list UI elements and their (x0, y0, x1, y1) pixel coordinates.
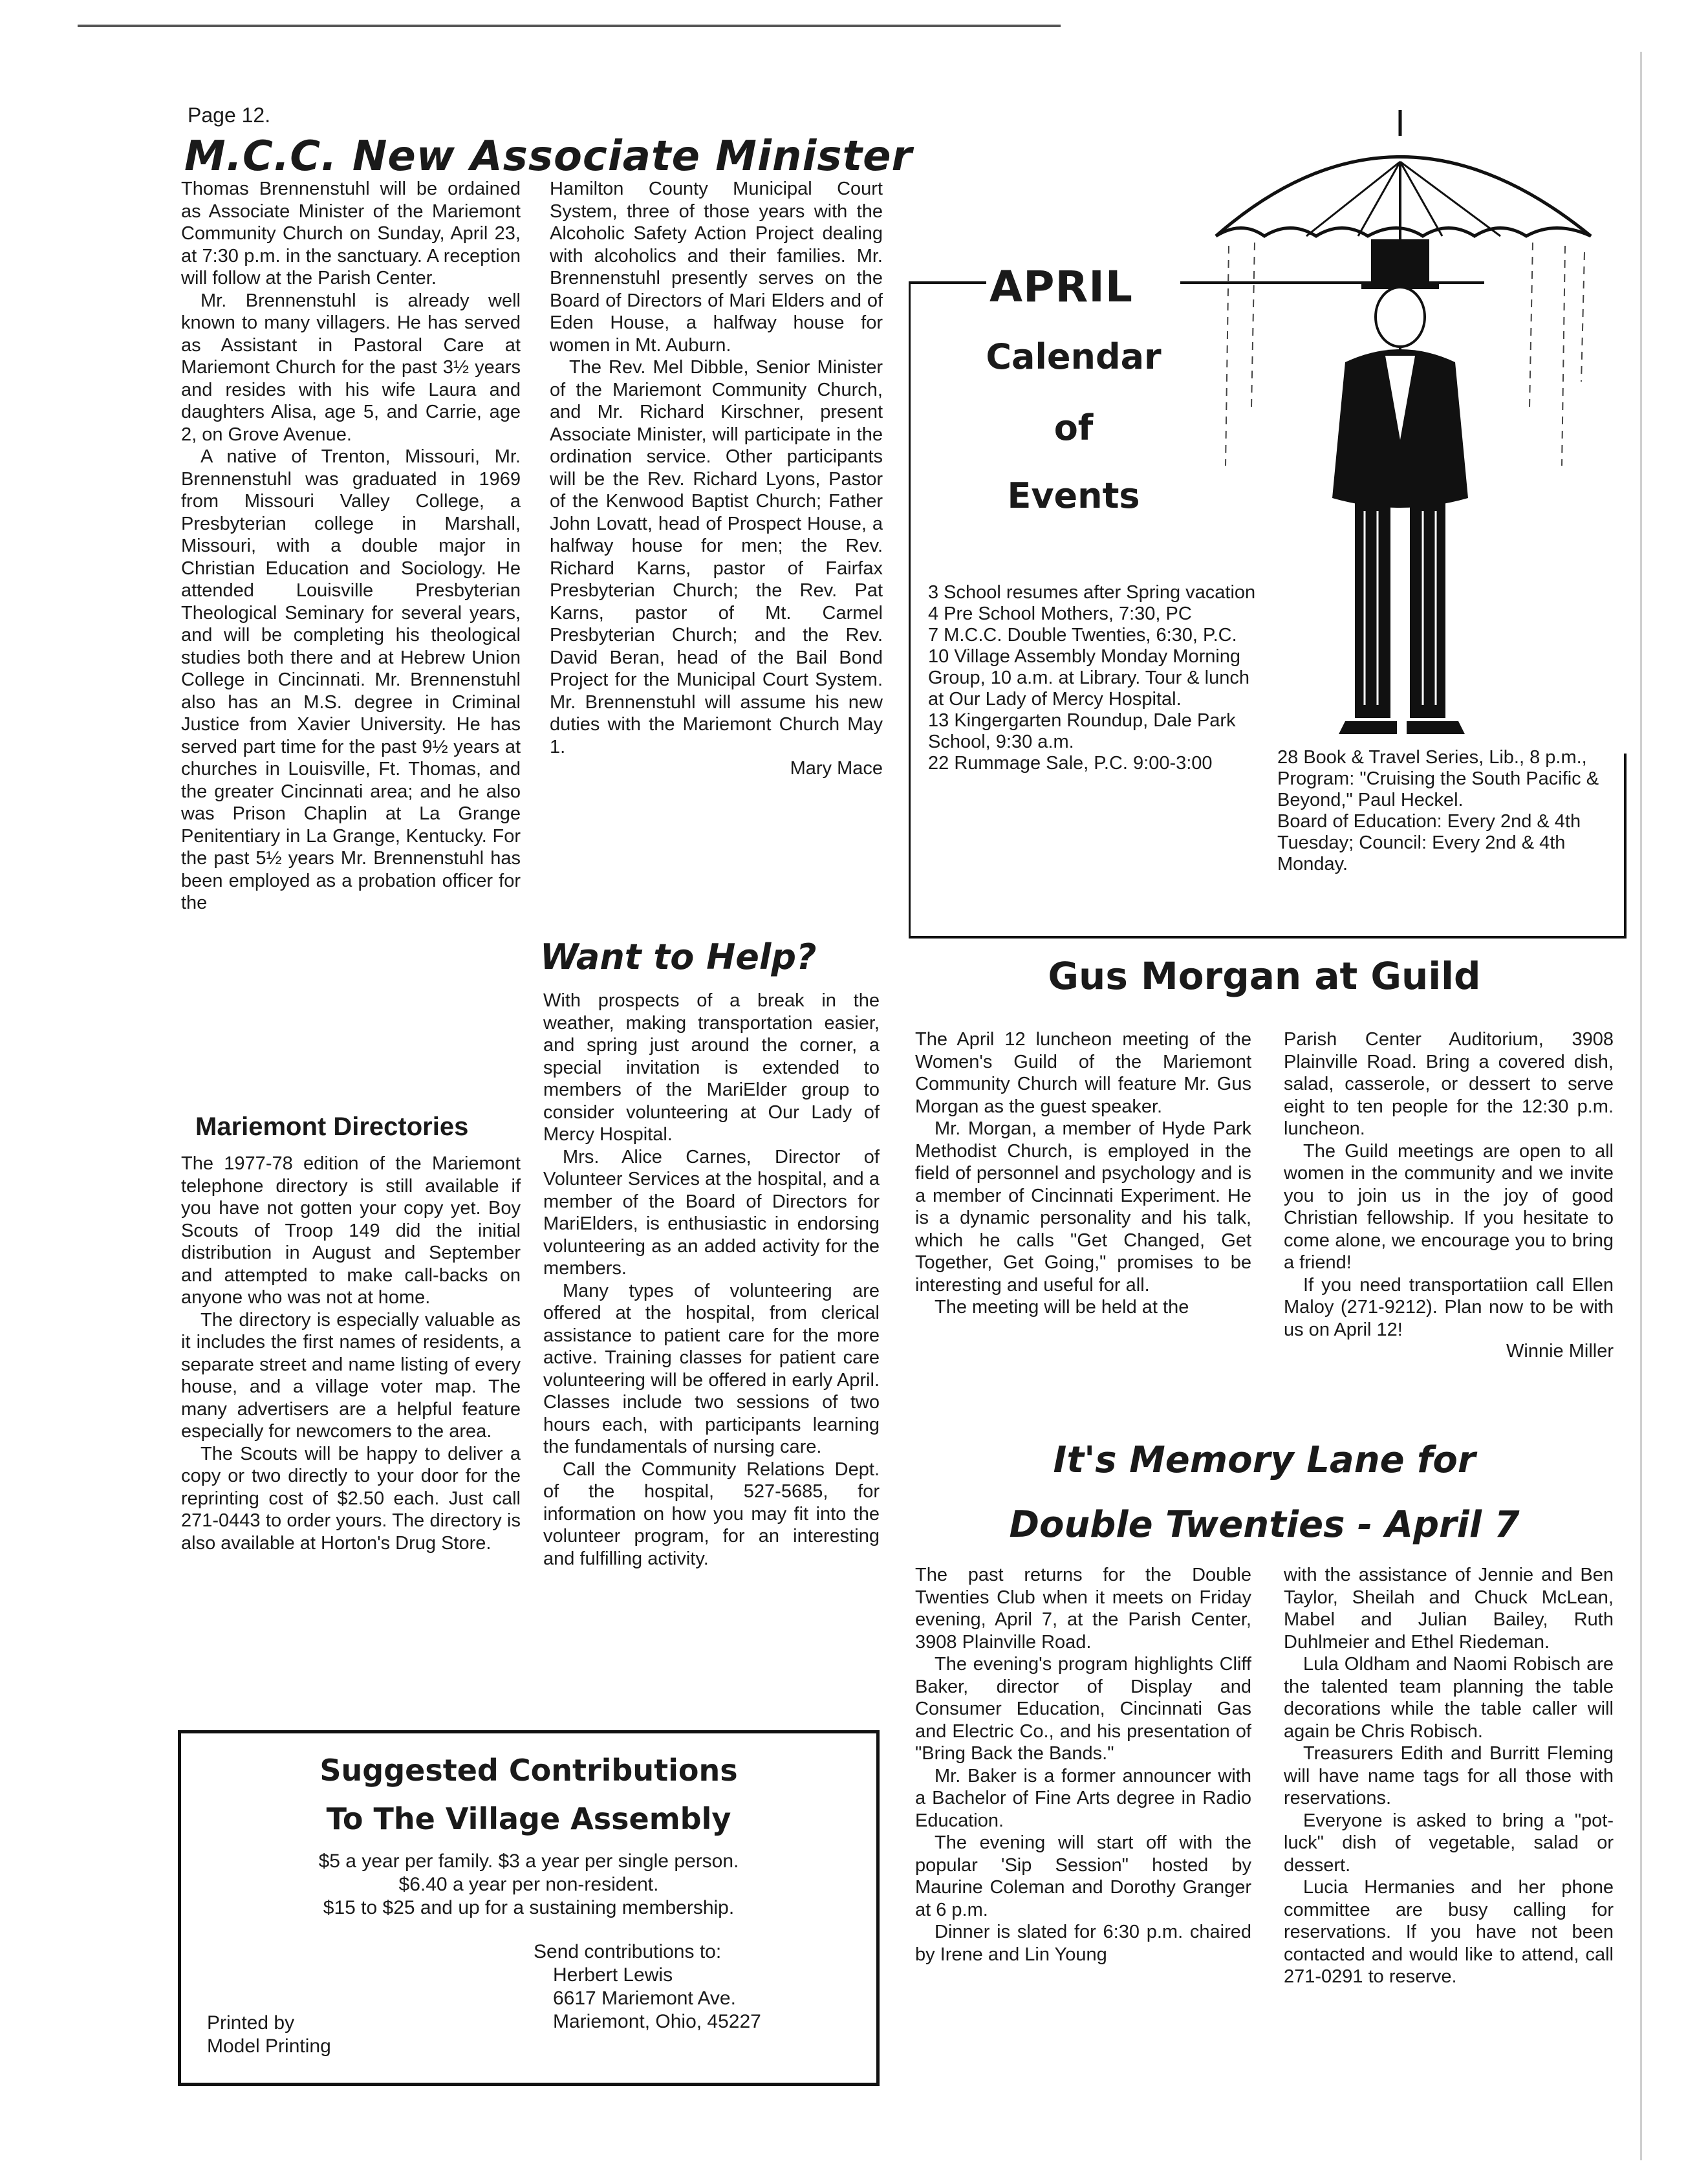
directories-headline: Mariemont Directories (195, 1112, 469, 1141)
printer-name: Model Printing (207, 2035, 331, 2057)
calendar-frame-top-left (909, 281, 986, 284)
calendar-list-left (928, 582, 1268, 774)
contributions-address-line: Herbert Lewis (553, 1964, 673, 1986)
want-to-help-paragraph: Mrs. Alice Carnes, Director of Volunteer Services at the hospital, and a member of the Board of Directors for MariElders, is enthusiastic in endorsing volunteering as an added activity for the members. (543, 1146, 880, 1279)
memory-paragraph: Mr. Baker is a former announcer with a Bachelor of Fine Arts degree in Radio Education. (915, 1765, 1251, 1831)
memory-paragraph: with the assistance of Jennie and Ben Taylor, Sheilah and Chuck McLean, Mabel and Julian Bailey, Ruth Duhlmeier and Ethel Riedeman. (1284, 1565, 1614, 1653)
calendar-item: Board of Education: Every 2nd & 4th Tuesday; Council: Every 2nd & 4th Monday. (1277, 811, 1581, 874)
printed-by-block (207, 2012, 331, 2058)
memory-paragraph: Treasurers Edith and Burritt Fleming will have name tags for all those with reservations. (1284, 1743, 1614, 1808)
minister-column-2 (550, 178, 883, 779)
contributions-rate-line: $6.40 a year per non-resident. (398, 1874, 659, 1895)
minister-paragraph: Hamilton County Municipal Court System, three of those years with the Alcoholic Safety Action Project dealing with alcoholics and their families. Mr. Brennenstuhl presently serves on the Board of Directors of Mari Elders and of Eden House, a halfway house for women in Mt. Auburn. (550, 179, 883, 356)
directories-paragraph: The 1977-78 edition of the Mariemont telephone directory is still available if you have not gotten your copy yet. Boy Scouts of Troop 149 did the initial distribution in August and September and attempted to make call-backs on anyone who was not at home. (181, 1153, 521, 1308)
contributions-box (178, 1730, 880, 2086)
guild-column-2 (1284, 1028, 1614, 1362)
calendar-title-line: Events (1007, 475, 1140, 516)
contributions-rate-line: $15 to $25 and up for a sustaining membership. (323, 1897, 735, 1918)
contributions-address-line: Mariemont, Ohio, 45227 (553, 2011, 761, 2032)
minister-paragraph: Mr. Brennenstuhl is already well known to many villagers. He has served as Assistant in Pastoral Care at Mariemont Church for the past 3½ years and resides with his wife Laura and daughters Alisa, age 5, and Carrie, age 2, on Grove Avenue. (181, 290, 521, 445)
page-fold-edge (1640, 52, 1642, 2160)
calendar-month: APRIL (989, 262, 1133, 312)
memory-paragraph: The evening will start off with the popular 'Sip Session" hosted by Maurine Coleman and Dorothy Granger at 6 p.m. (915, 1832, 1251, 1920)
directories-body (181, 1153, 521, 1554)
memory-paragraph: Lula Oldham and Naomi Robisch are the talented team planning the table decorations while the table caller will again be Chris Robisch. (1284, 1654, 1614, 1742)
calendar-box (909, 262, 1627, 938)
contributions-send-label: Send contributions to: (534, 1941, 722, 1962)
memory-lane-headline-line-2: Double Twenties - April 7 (1009, 1504, 1520, 1546)
guild-author: Winnie Miller (1506, 1341, 1614, 1362)
guild-paragraph: The April 12 luncheon meeting of the Women's Guild of the Mariemont Community Church will feature Mr. Gus Morgan as the guest speaker. (915, 1029, 1251, 1117)
memory-column-1 (915, 1564, 1251, 1966)
contributions-title-line-2: To The Village Assembly (326, 1801, 731, 1836)
calendar-item: 7 M.C.C. Double Twenties, 6:30, P.C. (928, 625, 1237, 646)
calendar-title-line: of (1054, 407, 1094, 448)
calendar-item: 28 Book & Travel Series, Lib., 8 p.m., Program: "Cruising the South Pacific & Beyond," Paul Heckel. (1277, 747, 1599, 810)
calendar-item: 22 Rummage Sale, P.C. 9:00-3:00 (928, 753, 1213, 774)
memory-lane-headline-line-1: It's Memory Lane for (1053, 1439, 1476, 1481)
guild-headline: Gus Morgan at Guild (1048, 954, 1481, 998)
guild-paragraph: Mr. Morgan, a member of Hyde Park Methodist Church, is employed in the field of personnel and psychology and is a member of Cincinnati Experiment. He is a dynamic personality and his talk, which he calls "Get Changed, Get Together, Get Going," promises to be interesting and useful for all. (915, 1118, 1251, 1296)
contributions-rates (181, 1850, 876, 1920)
memory-paragraph: Everyone is asked to bring a "pot-luck" dish of vegetable, salad or dessert. (1284, 1810, 1614, 1876)
guild-paragraph: The Guild meetings are open to all women in the community and we invite you to join us in the joy of good Christian fellowship. If you hesitate to come alone, we encourage you to bring a friend! (1284, 1140, 1614, 1273)
want-to-help-paragraph: Many types of volunteering are offered at the hospital, from clerical assistance to patient care for the more active. Training classes for patient care volunteering will be offered in early April. Classes include two sessions of two hours each, with participants learning the fundamentals of nursing care. (543, 1280, 880, 1457)
memory-paragraph: The evening's program highlights Cliff Baker, director of Display and Consumer Education, Cincinnati Gas and Electric Co., and his presentation of "Bring Back the Bands." (915, 1654, 1251, 1764)
want-to-help-paragraph: Call the Community Relations Dept. of the hospital, 527-5685, for information on how you may fit into the volunteer program, for an interesting and fulfilling activity. (543, 1459, 880, 1569)
guild-paragraph: If you need transportatiion call Ellen Maloy (271-9212). Plan now to be with us on April 12! (1284, 1274, 1614, 1340)
calendar-item: 4 Pre School Mothers, 7:30, PC (928, 603, 1192, 624)
top-rule (78, 25, 1061, 27)
calendar-frame-bottom (909, 936, 1627, 939)
minister-paragraph: The Rev. Mel Dibble, Senior Minister of the Mariemont Community Church, and Mr. Richard Kirschner, present Associate Minister, will participate in the ordination service. Other participants will be the Rev. Richard Lyons, Pastor of the Kenwood Baptist Church; Father John Lovatt, head of Prospect House, a halfway house for men; the Rev. Richard Karns, pastor of Fairfax Presbyterian Church; the Rev. Pat Karns, pastor of Mt. Carmel Presbyterian Church; and the Rev. David Beran, head of the Bail Bond Project for the Municipal Court System. Mr. Brennenstuhl will assume his new duties with the Mariemont Church May 1. (550, 357, 883, 757)
memory-column-2 (1284, 1564, 1614, 1988)
directories-paragraph: The Scouts will be happy to deliver a copy or two directly to your door for the reprinting cost of $2.50 each. Just call 271-0443 to order yours. The directory is also available at Horton's Drug Store. (181, 1443, 521, 1554)
memory-paragraph: Lucia Hermanies and her phone committee are busy calling for reservations. If you have not been contacted and would like to attend, call 271-0291 to reserve. (1284, 1877, 1614, 1987)
minister-paragraph: Thomas Brennenstuhl will be ordained as Associate Minister of the Mariemont Community Church on Sunday, April 23, at 7:30 p.m. in the sanctuary. A reception will follow at the Parish Center. (181, 179, 521, 288)
want-to-help-body (543, 990, 880, 1570)
guild-column-1 (915, 1028, 1251, 1319)
minister-headline: M.C.C. New Associate Minister (184, 133, 913, 180)
page-number: Page 12. (188, 103, 271, 127)
calendar-frame-right (1624, 754, 1627, 938)
printed-by-label: Printed by (207, 2012, 295, 2034)
calendar-list-right (1277, 747, 1614, 875)
want-to-help-paragraph: With prospects of a break in the weather, making transportation easier, and spring just around the corner, a special invitation is extended to members of the MariElder group to consider volunteering at Our Lady of Mercy Hospital. (543, 990, 880, 1145)
calendar-item: 10 Village Assembly Monday Morning Group, 10 a.m. at Library. Tour & lunch at Our Lady of Mercy Hospital. (928, 646, 1250, 710)
guild-paragraph: Parish Center Auditorium, 3908 Plainville Road. Bring a covered dish, salad, casserole, or dessert to serve eight to ten people for the 12:30 p.m. luncheon. (1284, 1029, 1614, 1139)
memory-paragraph: Dinner is slated for 6:30 p.m. chaired by Irene and Lin Young (915, 1922, 1251, 1965)
calendar-frame-left (909, 281, 911, 938)
directories-paragraph: The directory is especially valuable as it includes the first names of residents, a separate street and name listing of every house, and a village voter map. The many advertisers are a helpful feature especially for newcomers to the area. (181, 1309, 521, 1442)
calendar-item: 3 School resumes after Spring vacation (928, 582, 1256, 603)
contributions-rate-line: $5 a year per family. $3 a year per single person. (318, 1850, 739, 1872)
contributions-title-line-1: Suggested Contributions (319, 1753, 738, 1788)
minister-column-1 (181, 178, 521, 915)
guild-paragraph: The meeting will be held at the (935, 1297, 1189, 1318)
calendar-title-line: Calendar (986, 336, 1162, 377)
memory-paragraph: The past returns for the Double Twenties Club when it meets on Friday evening, April 7, at the Parish Center, 3908 Plainville Road. (915, 1565, 1251, 1653)
minister-paragraph: A native of Trenton, Missouri, Mr. Brennenstuhl was graduated in 1969 from Missouri Valley College, a Presbyterian college in Marshall, Missouri, with a double major in Christian Education and Sociology. He attended Louisville Presbyterian Theological Seminary for several years, and will be completing his theological studies both there and at Hebrew Union College in Cincinnati. Mr. Brennenstuhl also has an M.S. degree in Criminal Justice from Xavier University. He has served part time for the past 9½ years at churches in Louisville, Ft. Thomas, and the greater Cincinnati area; and he also was Prison Chaplin at La Grange Penitentiary in La Grange, Kentucky. For the past 5½ years Mr. Brennenstuhl has been employed as a probation officer for the (181, 446, 521, 913)
contributions-address-block (534, 1940, 761, 2034)
want-to-help-headline: Want to Help? (540, 937, 817, 977)
calendar-item: 13 Kingergarten Roundup, Dale Park School, 9:30 a.m. (928, 710, 1236, 752)
minister-author: Mary Mace (790, 758, 883, 779)
contributions-address-line: 6617 Mariemont Ave. (553, 1988, 736, 2009)
